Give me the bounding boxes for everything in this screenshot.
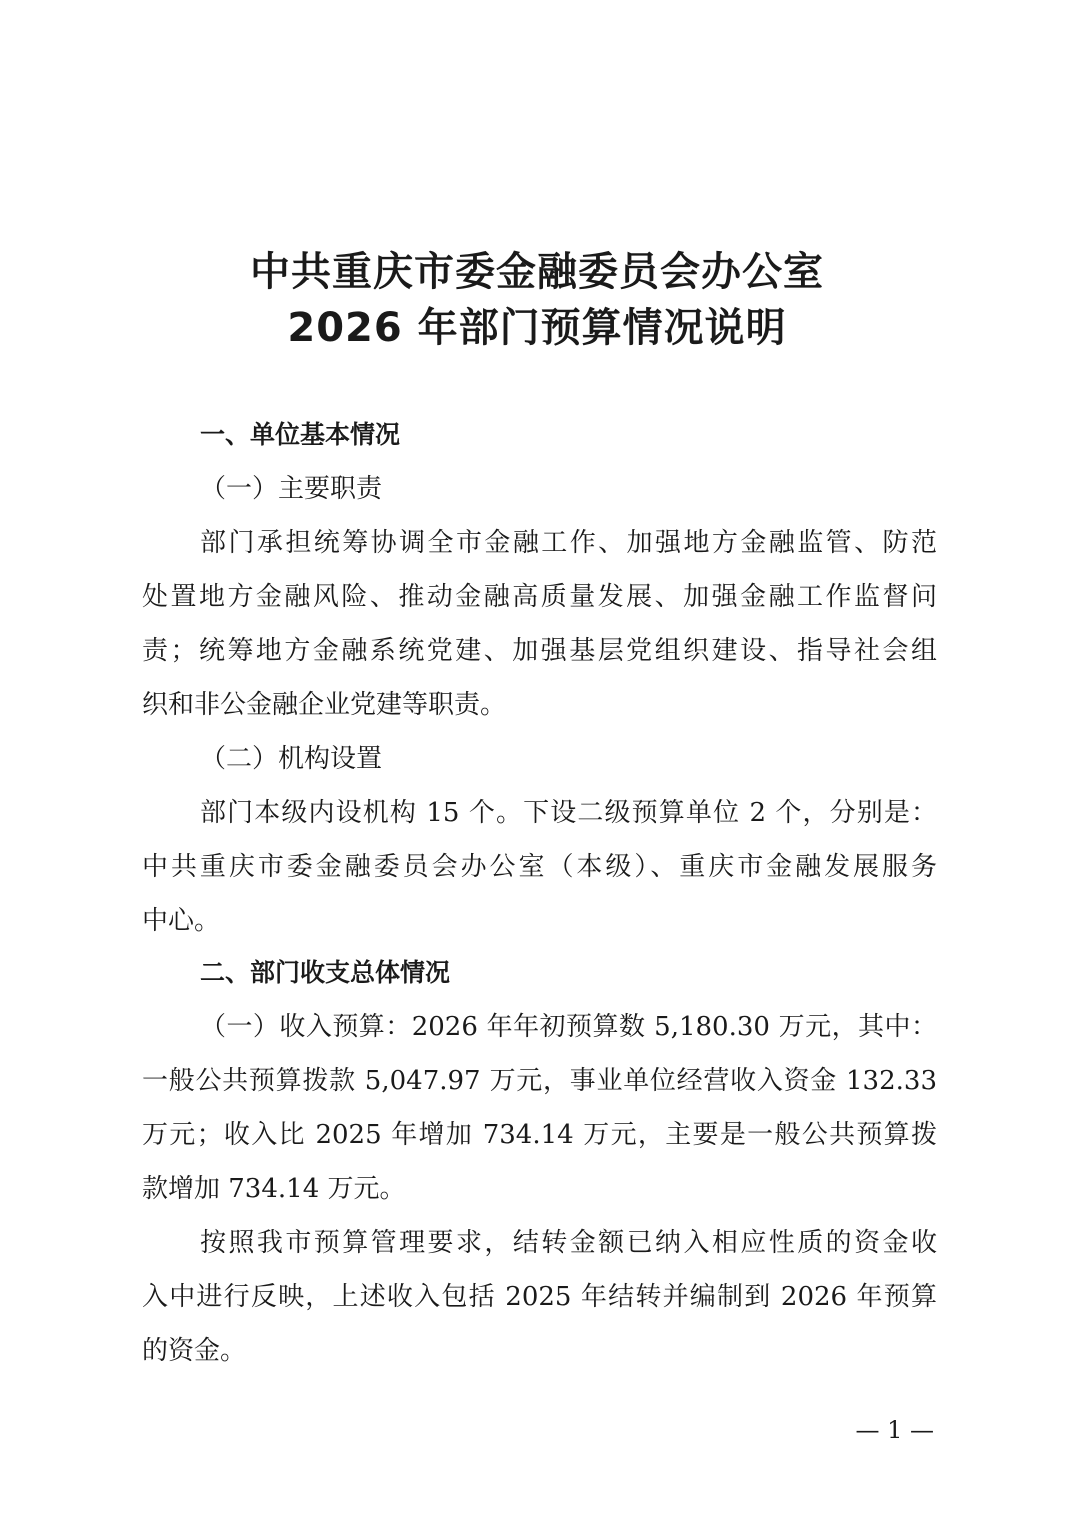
section-1-sub-2-heading: （二）机构设置	[200, 744, 383, 774]
document-title-line-1: 中共重庆市委金融委员会办公室	[250, 249, 824, 295]
section-1-heading: 一、单位基本情况	[200, 420, 401, 449]
paragraph-line: 中心。	[142, 906, 221, 936]
section-1-sub-1-heading: （一）主要职责	[200, 474, 383, 504]
paragraph-line: 的资金。	[142, 1336, 247, 1366]
page-number: — 1 —	[855, 1416, 934, 1444]
paragraph-line: 万元；收入比 2025 年增加 734.14 万元，主要是一般公共预算拨	[142, 1120, 937, 1150]
paragraph-line: 部门本级内设机构 15 个。下设二级预算单位 2 个，分别是：	[200, 798, 937, 828]
paragraph-line: 责；统筹地方金融系统党建、加强基层党组织建设、指导社会组	[142, 636, 937, 666]
paragraph-line: 处置地方金融风险、推动金融高质量发展、加强金融工作监督问	[142, 582, 937, 612]
paragraph-line: 部门承担统筹协调全市金融工作、加强地方金融监管、防范	[200, 528, 937, 558]
paragraph-line: 款增加 734.14 万元。	[142, 1174, 406, 1204]
section-2-heading: 二、部门收支总体情况	[200, 958, 451, 987]
paragraph-line: （一）收入预算：2026 年年初预算数 5,180.30 万元，其中：	[200, 1012, 937, 1042]
paragraph-line: 按照我市预算管理要求，结转金额已纳入相应性质的资金收	[200, 1228, 937, 1258]
paragraph-line: 一般公共预算拨款 5,047.97 万元，事业单位经营收入资金 132.33	[142, 1066, 937, 1096]
document-title-line-2: 2026 年部门预算情况说明	[287, 305, 787, 351]
paragraph-line: 入中进行反映，上述收入包括 2025 年结转并编制到 2026 年预算	[142, 1282, 937, 1312]
paragraph-line: 中共重庆市委金融委员会办公室（本级）、重庆市金融发展服务	[142, 852, 937, 882]
paragraph-line: 织和非公金融企业党建等职责。	[142, 690, 507, 720]
